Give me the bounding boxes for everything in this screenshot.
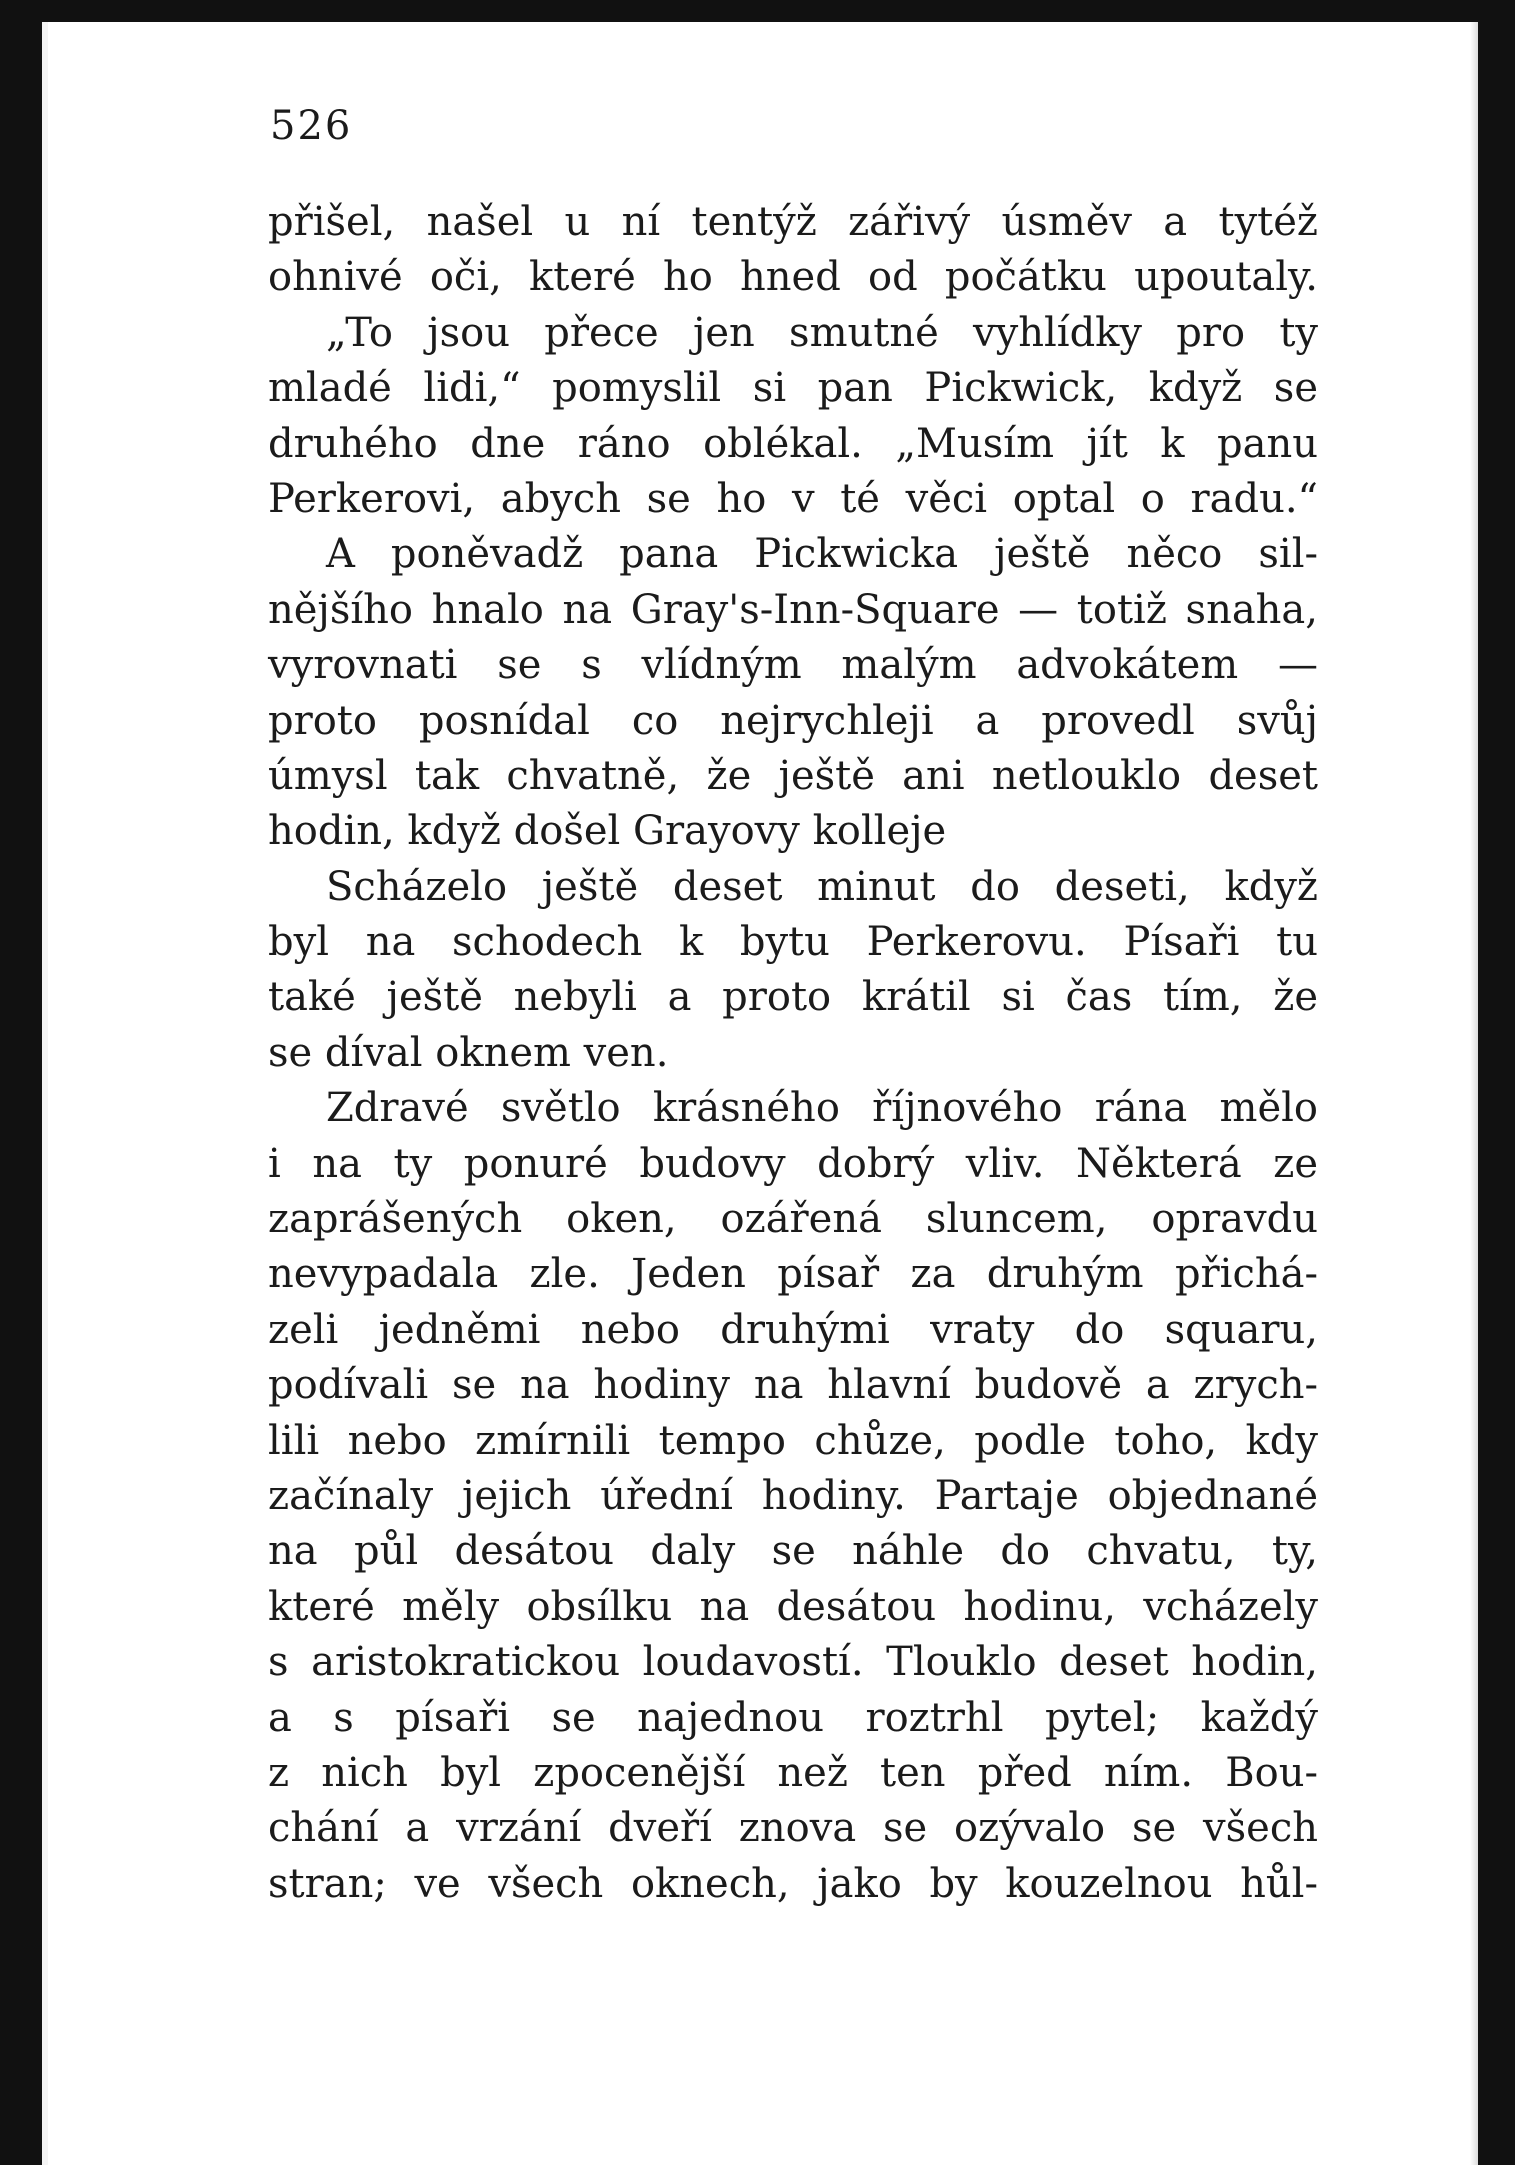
text-line: lili nebo zmírnili tempo chůze, podle toho, kdy: [268, 1417, 1318, 1464]
text-line: s aristokratickou loudavostí. Tlouklo deset hodin,: [268, 1639, 1318, 1686]
text-line: podívali se na hodiny na hlavní budově a zrych-: [268, 1362, 1318, 1409]
text-line: ohnivé oči, které ho hned od počátku upoutaly.: [268, 254, 1318, 301]
text-line: hodin, když došel Grayovy kolleje: [268, 808, 947, 855]
text-line: „To jsou přece jen smutné vyhlídky pro ty: [326, 309, 1318, 356]
text-line: mladé lidi,“ pomyslil si pan Pickwick, když se: [268, 365, 1318, 412]
scan-border-right: [1478, 0, 1515, 2165]
text-line: i na ty ponuré budovy dobrý vliv. Některá ze: [268, 1140, 1318, 1187]
text-line: zaprášených oken, ozářená sluncem, opravdu: [268, 1196, 1318, 1243]
text-line: které měly obsílku na desátou hodinu, vcházely: [268, 1583, 1318, 1630]
scan-inner-left: [42, 22, 48, 2165]
text-line: nějšího hnalo na Gray's-Inn-Square — totiž snaha,: [268, 586, 1318, 633]
text-line: proto posnídal co nejrychleji a provedl svůj: [268, 697, 1318, 744]
text-line: druhého dne ráno oblékal. „Musím jít k panu: [268, 420, 1318, 467]
text-line: vyrovnati se s vlídným malým advokátem —: [268, 642, 1318, 689]
text-line: začínaly jejich úřední hodiny. Partaje objednané: [268, 1472, 1318, 1519]
text-line: na půl desátou daly se náhle do chvatu, ty,: [268, 1528, 1318, 1575]
text-line: chání a vrzání dveří znova se ozývalo se všech: [268, 1805, 1318, 1852]
text-line: přišel, našel u ní tentýž zářivý úsměv a tytéž: [268, 199, 1318, 245]
text-line: a s písaři se najednou roztrhl pytel; každý: [268, 1694, 1318, 1741]
text-line: se díval oknem ven.: [268, 1029, 669, 1076]
text-line: nevypadala zle. Jeden písař za druhým přichá-: [268, 1251, 1318, 1298]
text-line: z nich byl zpocenější než ten před ním. Bou-: [268, 1749, 1318, 1796]
text-line: A poněvadž pana Pickwicka ještě něco sil-: [326, 531, 1318, 578]
text-line: stran; ve všech oknech, jako by kouzelnou hůl-: [268, 1860, 1318, 1907]
text-line: zeli jedněmi nebo druhými vraty do squaru,: [268, 1306, 1318, 1353]
text-line: byl na schodech k bytu Perkerovu. Písaři tu: [268, 919, 1318, 966]
text-line: Zdravé světlo krásného říjnového rána mělo: [326, 1085, 1318, 1132]
text-line: úmysl tak chvatně, že ještě ani netlouklo deset: [268, 752, 1318, 799]
page-text: [268, 195, 1318, 1912]
scan-edge-right: [1470, 22, 1478, 2165]
text-line: Scházelo ještě deset minut do deseti, když: [326, 863, 1318, 910]
text-line: Perkerovi, abych se ho v té věci optal o radu.“: [268, 475, 1318, 522]
text-line: také ještě nebyli a proto krátil si čas tím, že: [268, 974, 1318, 1021]
page-number: 526: [270, 103, 353, 149]
scan-border-left: [0, 0, 42, 2165]
scan-border-top: [0, 0, 1515, 22]
